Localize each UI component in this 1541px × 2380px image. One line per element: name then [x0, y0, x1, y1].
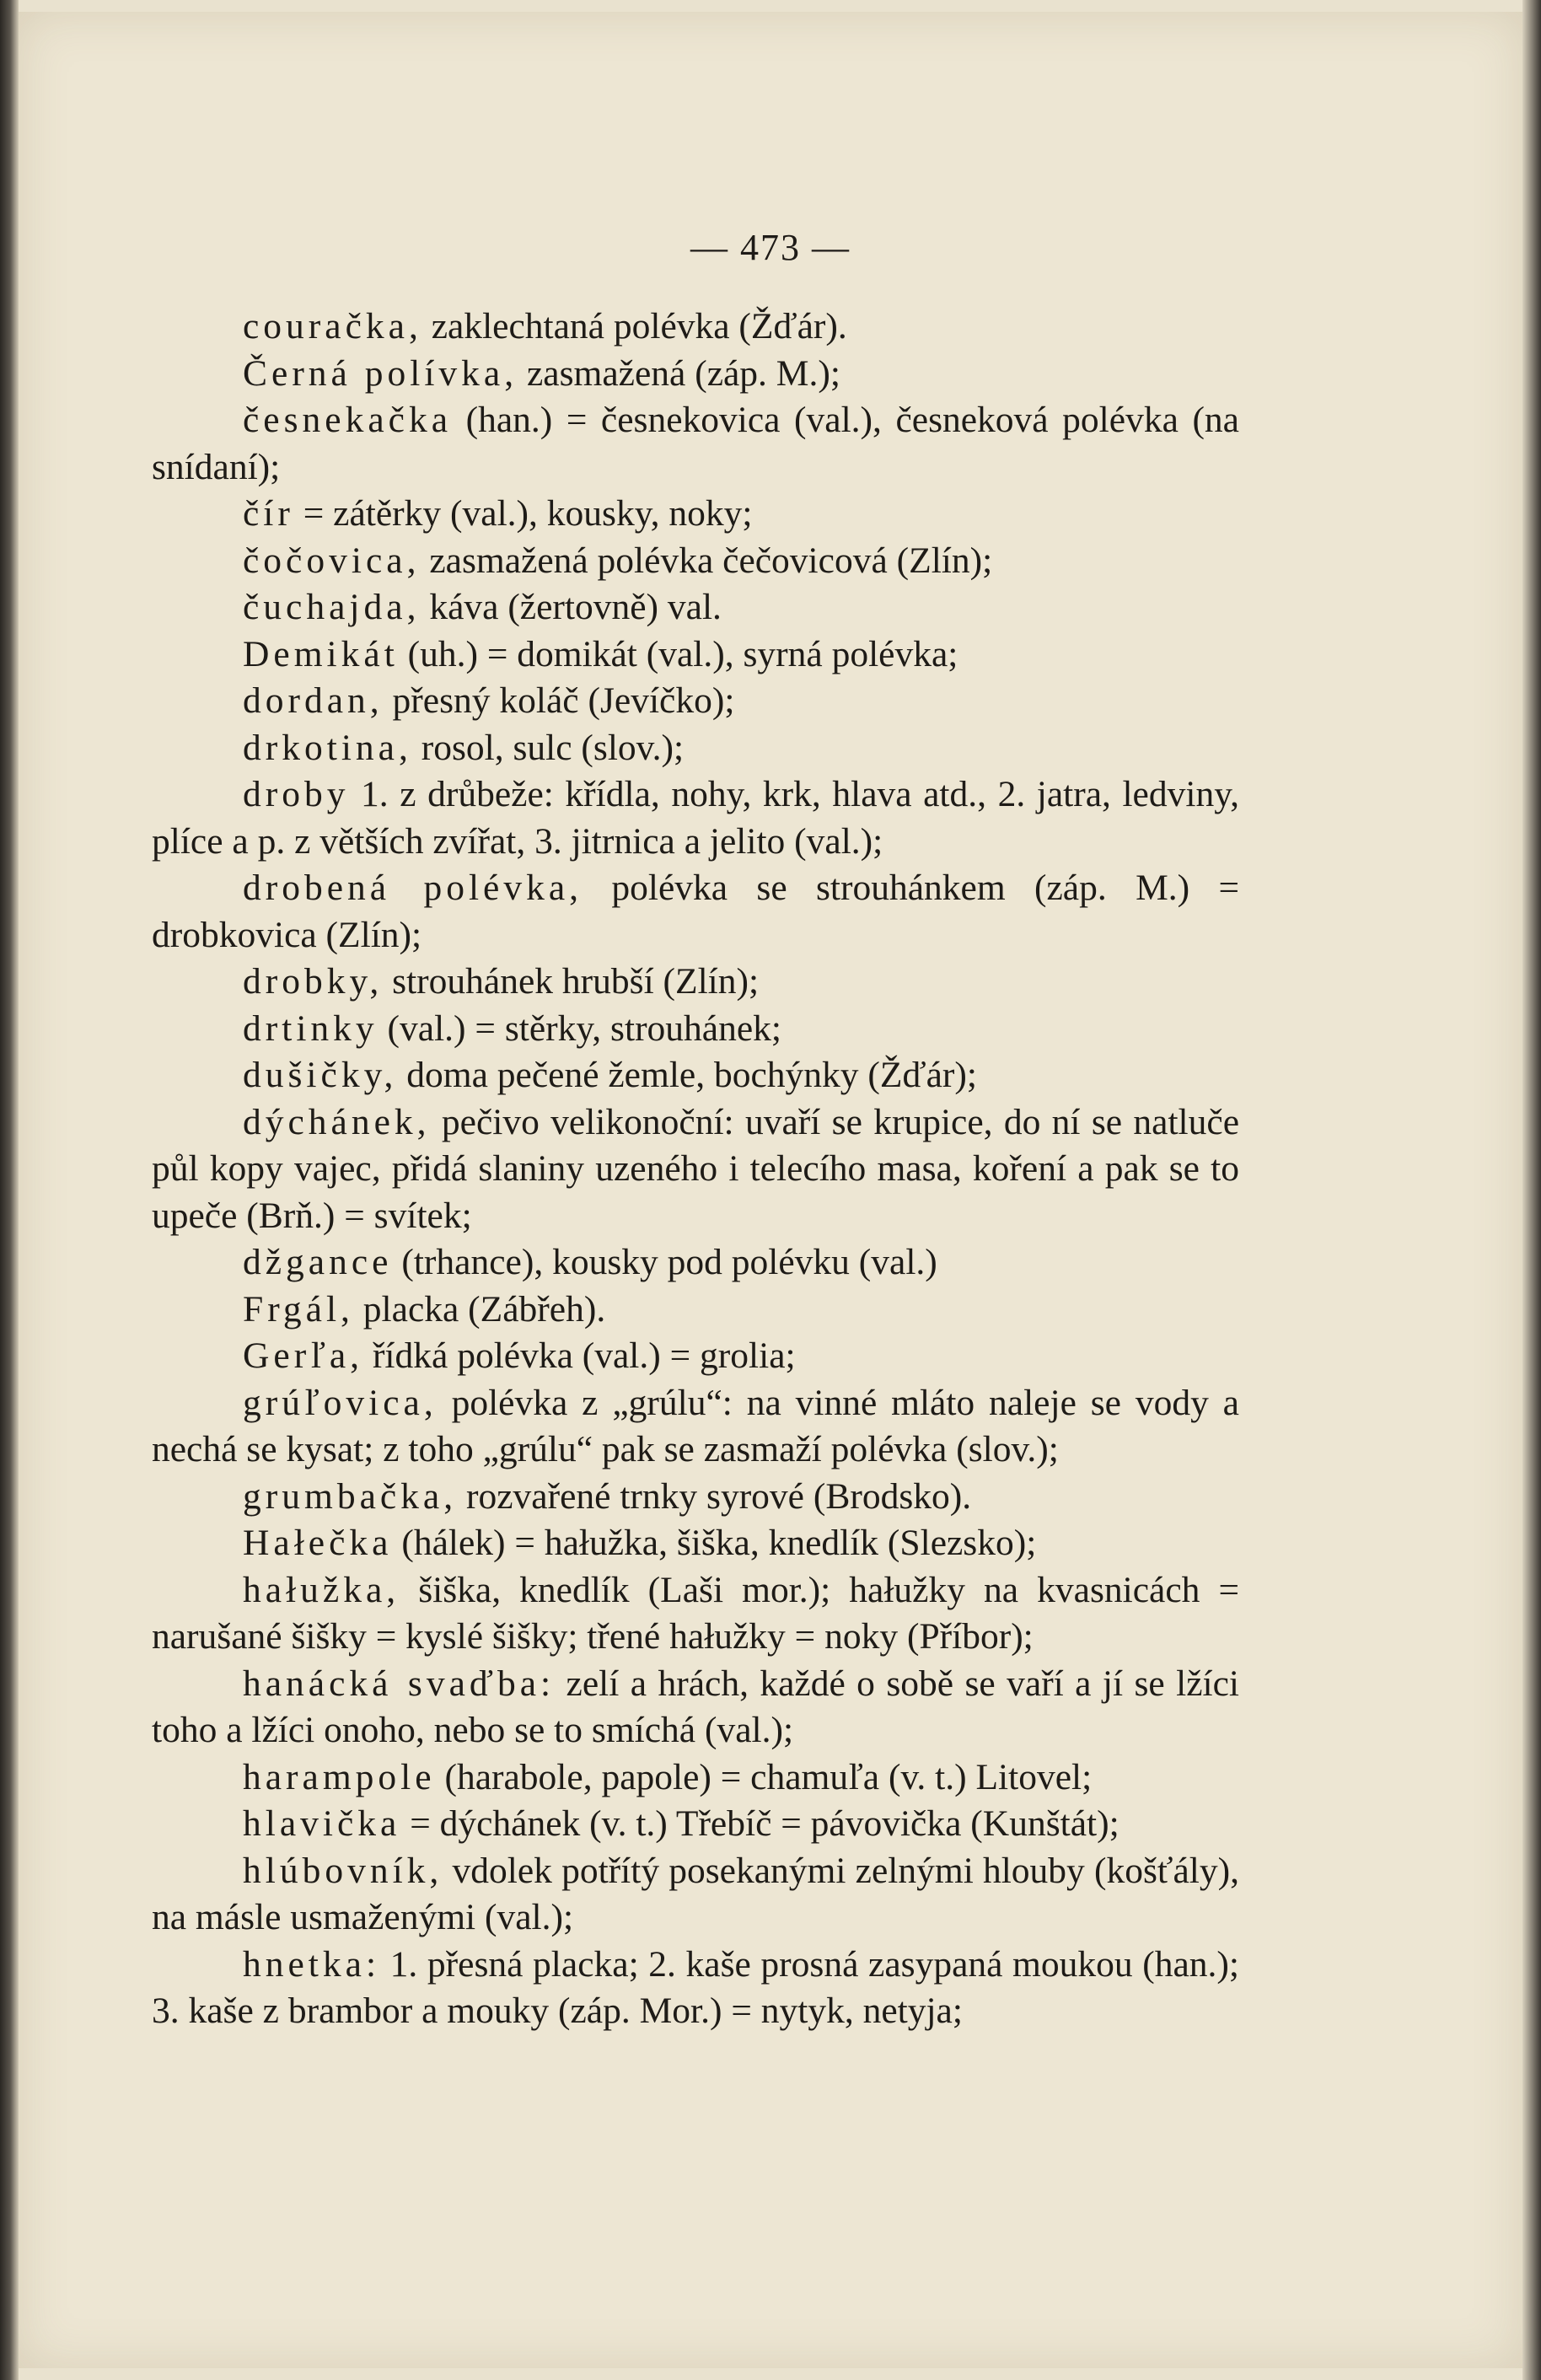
headword: čočovica, [243, 540, 421, 581]
entry-drobky [152, 959, 1239, 1006]
headword: hałužka, [243, 1569, 400, 1610]
entry-cesnekacka [152, 397, 1239, 491]
definition: (trhance), kousky pod polévku (val.) [392, 1242, 937, 1282]
definition: rozvařené trnky syrové (Brodsko). [457, 1475, 972, 1517]
entry-halecka [152, 1520, 1239, 1567]
headword: dušičky, [243, 1055, 398, 1095]
headword: džgance [243, 1242, 393, 1282]
headword: grúľovica, [243, 1382, 438, 1423]
entry-hlavicka [152, 1801, 1239, 1848]
definition: vdolek potřítý posekanými zelnými hlouby (košťály), na másle usmaženými (val.); [152, 1850, 1239, 1937]
definition: polévka se strouhánkem (záp. M.) = drobkovica (Zlín); [152, 868, 1239, 955]
entry-grumbacka [152, 1474, 1239, 1521]
entry-hnetka [152, 1942, 1239, 2035]
headword: hnetka: [243, 1943, 381, 1985]
entry-drobena-polevka [152, 865, 1239, 959]
entry-couracka [152, 304, 1239, 351]
definition: šiška, knedlík (Laši mor.); hałužky na kvasnicách = narušané šišky = kyslé šišky; třené hałužky = noky (Příbor); [152, 1569, 1239, 1657]
definition: strouhánek hrubší (Zlín); [383, 961, 760, 1002]
entry-cerna-polivka [152, 351, 1239, 398]
headword: čuchajda, [243, 587, 421, 627]
definition: = zátěrky (val.), kousky, noky; [293, 493, 753, 534]
headword: drkotina, [243, 727, 412, 768]
page-edge-shadow [1522, 0, 1541, 2380]
definition: 1. z drůbeže: křídla, nohy, krk, hlava atd., 2. jatra, ledviny, plíce a p. z větších zvířat, 3. jitrnica a jelito (val.); [152, 774, 1239, 862]
definition: (harabole, papole) = chamuľa (v. t.) Litovel; [435, 1756, 1093, 1797]
entry-dusicky [152, 1052, 1239, 1099]
headword: Hałečka [243, 1523, 393, 1563]
entry-cuchajda [152, 584, 1239, 631]
entry-hlubovnik [152, 1848, 1239, 1942]
definition: 1. přesná placka; 2. kaše prosná zasypaná moukou (han.); 3. kaše z brambor a mouky (záp. Mor.) = nytyk, netyja; [152, 1943, 1239, 2031]
entry-haluzka [152, 1567, 1239, 1661]
definition: (hálek) = hałužka, šiška, knedlík (Slezsko); [392, 1523, 1037, 1563]
definition: rosol, sulc (slov.); [411, 727, 685, 768]
definition: = dýchánek (v. t.) Třebíč = pávovička (Kunštát); [400, 1803, 1120, 1844]
definition: doma pečené žemle, bochýnky (Žďár); [397, 1055, 977, 1095]
entry-dychanek [152, 1099, 1239, 1240]
definition: káva (žertovně) val. [420, 587, 722, 627]
book-spine-shadow [0, 0, 19, 2380]
definition: (val.) = stěrky, strouhánek; [378, 1007, 782, 1049]
headword: Frgál, [243, 1288, 354, 1330]
headword: čír [243, 493, 294, 534]
entry-dordan [152, 678, 1239, 725]
definition: polévka z „grúlu“: na vinné mláto naleje se vody a nechá se kysat; z toho „grúlu“ pak se zasmaží polévka (slov.); [152, 1382, 1239, 1469]
entry-demikat [152, 631, 1239, 679]
headword: Černá polívka, [243, 352, 518, 394]
definition: řídká polévka (val.) = grolia; [363, 1335, 796, 1376]
headword: česnekačka [243, 400, 453, 440]
definition: zelí a hrách, každé o sobě se vaří a jí se lžíci toho a lžíci onoho, nebo se to smíchá (val.); [152, 1663, 1239, 1750]
definition: přesný koláč (Jevíčko); [383, 680, 735, 721]
headword: hlavička [243, 1803, 401, 1844]
entry-drtinky [152, 1006, 1239, 1053]
entry-hanacka-svadba [152, 1661, 1239, 1754]
definition: zasmažená polévka čečovicová (Zlín); [420, 540, 993, 581]
definition: placka (Zábřeh). [353, 1288, 606, 1330]
headword: harampole [243, 1756, 436, 1797]
headword: hanácká svaďba: [243, 1663, 556, 1704]
page-number: — 473 — [690, 227, 851, 268]
headword: Demikát [243, 633, 399, 674]
definition: (han.) = česnekovica (val.), česneková polévka (na snídaní); [152, 400, 1239, 487]
entry-gerla [152, 1333, 1239, 1380]
entry-frgal [152, 1287, 1239, 1334]
headword: drobená polévka, [243, 868, 583, 908]
dictionary-text [152, 304, 1239, 2035]
headword: Gerľa, [243, 1335, 364, 1376]
definition: pečivo velikonoční: uvaří se krupice, do ní se natluče půl kopy vajec, přidá slaniny uzeného i telecího masa, koření a pak se to upeče (Brň.) = svítek; [152, 1101, 1239, 1236]
entry-cir [152, 491, 1239, 538]
entry-grulovica [152, 1380, 1239, 1474]
headword: grumbačka, [243, 1475, 458, 1517]
headword: dordan, [243, 680, 384, 721]
entry-harampole [152, 1754, 1239, 1802]
entry-dzgance [152, 1239, 1239, 1287]
definition: (uh.) = domikát (val.), syrná polévka; [398, 633, 958, 674]
headword: hlúbovník, [243, 1850, 443, 1891]
headword: drobky, [243, 961, 384, 1002]
headword: dýchánek, [243, 1101, 431, 1142]
headword: drtinky [243, 1007, 379, 1049]
headword: couračka, [243, 306, 422, 347]
entry-drkotina [152, 725, 1239, 772]
entry-cocovica [152, 538, 1239, 585]
definition: zaklechtaná polévka (Žďár). [421, 306, 847, 347]
definition: zasmažená (záp. M.); [518, 352, 840, 394]
entry-droby [152, 771, 1239, 865]
headword: droby [243, 774, 350, 814]
